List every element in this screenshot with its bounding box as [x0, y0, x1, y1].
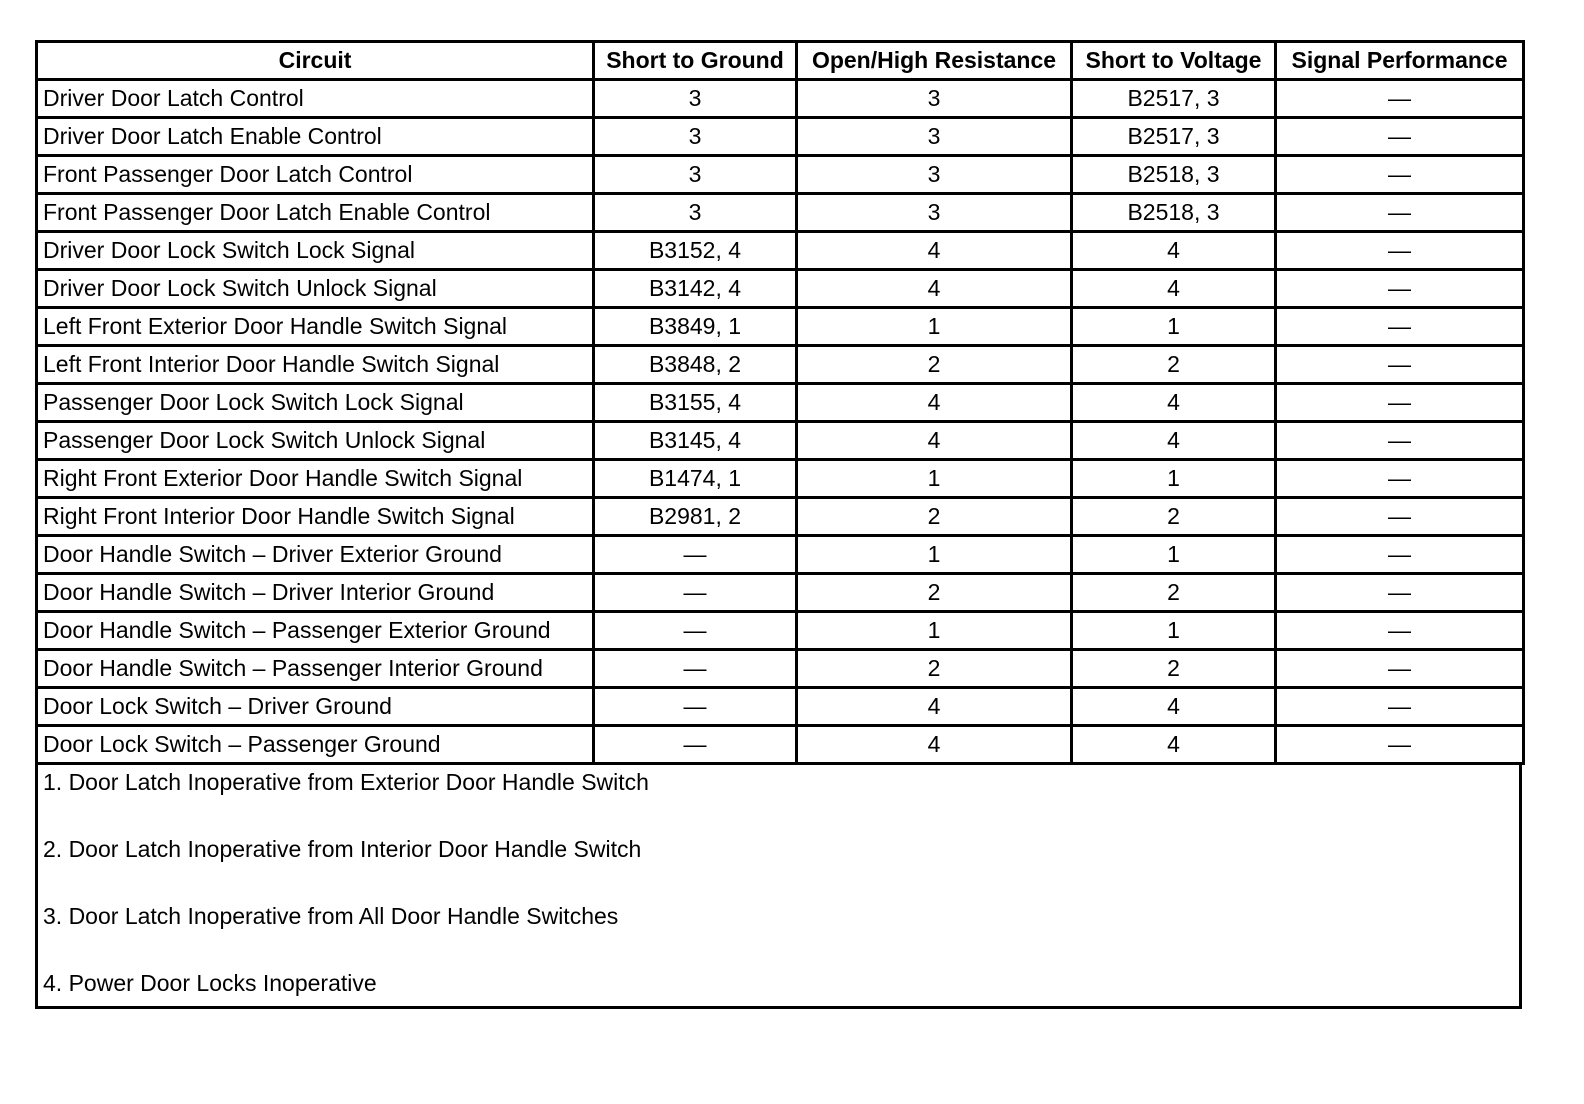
- table-row: [37, 498, 1524, 536]
- circuit-cell: Door Lock Switch – Driver Ground: [37, 688, 594, 726]
- circuit-cell: Left Front Interior Door Handle Switch Signal: [37, 346, 594, 384]
- open-high-resistance-cell: 4: [797, 422, 1072, 460]
- signal-performance-cell: —: [1276, 726, 1524, 764]
- signal-performance-cell: —: [1276, 460, 1524, 498]
- circuit-cell: Right Front Interior Door Handle Switch Signal: [37, 498, 594, 536]
- note-1: 1. Door Latch Inoperative from Exterior Door Handle Switch: [43, 769, 649, 795]
- open-high-resistance-cell: 4: [797, 232, 1072, 270]
- short-to-ground-cell: B3145, 4: [594, 422, 797, 460]
- table-row: [37, 574, 1524, 612]
- short-to-ground-cell: B3142, 4: [594, 270, 797, 308]
- table-row: [37, 80, 1524, 118]
- table-row: [37, 688, 1524, 726]
- short-to-ground-cell: 3: [594, 194, 797, 232]
- open-high-resistance-cell: 1: [797, 460, 1072, 498]
- signal-performance-cell: —: [1276, 650, 1524, 688]
- short-to-voltage-cell: 4: [1072, 726, 1276, 764]
- note-2: 2. Door Latch Inoperative from Interior Door Handle Switch: [43, 836, 642, 862]
- table-row: [37, 384, 1524, 422]
- short-to-voltage-cell: 4: [1072, 270, 1276, 308]
- open-high-resistance-cell: 1: [797, 308, 1072, 346]
- table-row: [37, 726, 1524, 764]
- open-high-resistance-cell: 3: [797, 80, 1072, 118]
- short-to-voltage-cell: 1: [1072, 460, 1276, 498]
- short-to-voltage-cell: 1: [1072, 308, 1276, 346]
- short-to-ground-cell: 3: [594, 118, 797, 156]
- circuit-cell: Driver Door Lock Switch Lock Signal: [37, 232, 594, 270]
- table-row: [37, 232, 1524, 270]
- note-4: 4. Power Door Locks Inoperative: [43, 970, 377, 996]
- signal-performance-cell: —: [1276, 232, 1524, 270]
- short-to-voltage-cell: B2518, 3: [1072, 194, 1276, 232]
- table-body: [37, 80, 1524, 764]
- circuit-cell: Door Handle Switch – Passenger Exterior Ground: [37, 612, 594, 650]
- short-to-voltage-cell: 2: [1072, 498, 1276, 536]
- signal-performance-cell: —: [1276, 194, 1524, 232]
- short-to-ground-cell: —: [594, 650, 797, 688]
- short-to-ground-cell: B3848, 2: [594, 346, 797, 384]
- open-high-resistance-cell: 4: [797, 688, 1072, 726]
- short-to-ground-cell: B1474, 1: [594, 460, 797, 498]
- circuit-cell: Passenger Door Lock Switch Unlock Signal: [37, 422, 594, 460]
- circuit-fault-table-container: [35, 40, 1522, 1009]
- signal-performance-cell: —: [1276, 270, 1524, 308]
- short-to-ground-cell: —: [594, 536, 797, 574]
- signal-performance-cell: —: [1276, 498, 1524, 536]
- header-short-to-voltage: Short to Voltage: [1072, 42, 1276, 80]
- table-header-row: [37, 42, 1524, 80]
- open-high-resistance-cell: 2: [797, 650, 1072, 688]
- signal-performance-cell: —: [1276, 308, 1524, 346]
- table-row: [37, 536, 1524, 574]
- circuit-cell: Door Handle Switch – Driver Exterior Ground: [37, 536, 594, 574]
- short-to-ground-cell: 3: [594, 80, 797, 118]
- short-to-voltage-cell: B2517, 3: [1072, 118, 1276, 156]
- header-open-high-resistance: Open/High Resistance: [797, 42, 1072, 80]
- circuit-cell: Front Passenger Door Latch Control: [37, 156, 594, 194]
- short-to-ground-cell: —: [594, 612, 797, 650]
- short-to-voltage-cell: B2517, 3: [1072, 80, 1276, 118]
- open-high-resistance-cell: 2: [797, 574, 1072, 612]
- header-signal-performance: Signal Performance: [1276, 42, 1524, 80]
- short-to-ground-cell: 3: [594, 156, 797, 194]
- table-row: [37, 422, 1524, 460]
- circuit-cell: Driver Door Latch Control: [37, 80, 594, 118]
- circuit-cell: Passenger Door Lock Switch Lock Signal: [37, 384, 594, 422]
- circuit-cell: Left Front Exterior Door Handle Switch Signal: [37, 308, 594, 346]
- table-row: [37, 460, 1524, 498]
- open-high-resistance-cell: 4: [797, 384, 1072, 422]
- signal-performance-cell: —: [1276, 346, 1524, 384]
- short-to-voltage-cell: 4: [1072, 232, 1276, 270]
- short-to-ground-cell: B3849, 1: [594, 308, 797, 346]
- signal-performance-cell: —: [1276, 384, 1524, 422]
- open-high-resistance-cell: 1: [797, 612, 1072, 650]
- table-row: [37, 270, 1524, 308]
- short-to-ground-cell: B2981, 2: [594, 498, 797, 536]
- table-row: [37, 612, 1524, 650]
- circuit-cell: Driver Door Lock Switch Unlock Signal: [37, 270, 594, 308]
- open-high-resistance-cell: 3: [797, 194, 1072, 232]
- signal-performance-cell: —: [1276, 688, 1524, 726]
- circuit-cell: Driver Door Latch Enable Control: [37, 118, 594, 156]
- short-to-ground-cell: B3155, 4: [594, 384, 797, 422]
- open-high-resistance-cell: 2: [797, 346, 1072, 384]
- table-row: [37, 650, 1524, 688]
- short-to-voltage-cell: 2: [1072, 346, 1276, 384]
- table-row: [37, 308, 1524, 346]
- circuit-cell: Right Front Exterior Door Handle Switch Signal: [37, 460, 594, 498]
- circuit-cell: Front Passenger Door Latch Enable Control: [37, 194, 594, 232]
- signal-performance-cell: —: [1276, 156, 1524, 194]
- short-to-voltage-cell: B2518, 3: [1072, 156, 1276, 194]
- open-high-resistance-cell: 4: [797, 270, 1072, 308]
- open-high-resistance-cell: 4: [797, 726, 1072, 764]
- notes-box: [35, 765, 1522, 1009]
- short-to-voltage-cell: 4: [1072, 688, 1276, 726]
- header-short-to-ground: Short to Ground: [594, 42, 797, 80]
- circuit-fault-table: [35, 40, 1525, 765]
- short-to-voltage-cell: 1: [1072, 536, 1276, 574]
- table-row: [37, 346, 1524, 384]
- signal-performance-cell: —: [1276, 80, 1524, 118]
- short-to-voltage-cell: 2: [1072, 574, 1276, 612]
- short-to-ground-cell: —: [594, 726, 797, 764]
- signal-performance-cell: —: [1276, 118, 1524, 156]
- signal-performance-cell: —: [1276, 536, 1524, 574]
- header-circuit: Circuit: [37, 42, 594, 80]
- open-high-resistance-cell: 2: [797, 498, 1072, 536]
- short-to-ground-cell: —: [594, 574, 797, 612]
- signal-performance-cell: —: [1276, 422, 1524, 460]
- circuit-cell: Door Handle Switch – Driver Interior Ground: [37, 574, 594, 612]
- table-row: [37, 118, 1524, 156]
- open-high-resistance-cell: 1: [797, 536, 1072, 574]
- open-high-resistance-cell: 3: [797, 118, 1072, 156]
- table-row: [37, 194, 1524, 232]
- short-to-voltage-cell: 1: [1072, 612, 1276, 650]
- short-to-voltage-cell: 2: [1072, 650, 1276, 688]
- circuit-cell: Door Handle Switch – Passenger Interior Ground: [37, 650, 594, 688]
- short-to-ground-cell: —: [594, 688, 797, 726]
- signal-performance-cell: —: [1276, 574, 1524, 612]
- table-row: [37, 156, 1524, 194]
- signal-performance-cell: —: [1276, 612, 1524, 650]
- open-high-resistance-cell: 3: [797, 156, 1072, 194]
- short-to-voltage-cell: 4: [1072, 384, 1276, 422]
- note-3: 3. Door Latch Inoperative from All Door Handle Switches: [43, 903, 619, 929]
- short-to-voltage-cell: 4: [1072, 422, 1276, 460]
- short-to-ground-cell: B3152, 4: [594, 232, 797, 270]
- circuit-cell: Door Lock Switch – Passenger Ground: [37, 726, 594, 764]
